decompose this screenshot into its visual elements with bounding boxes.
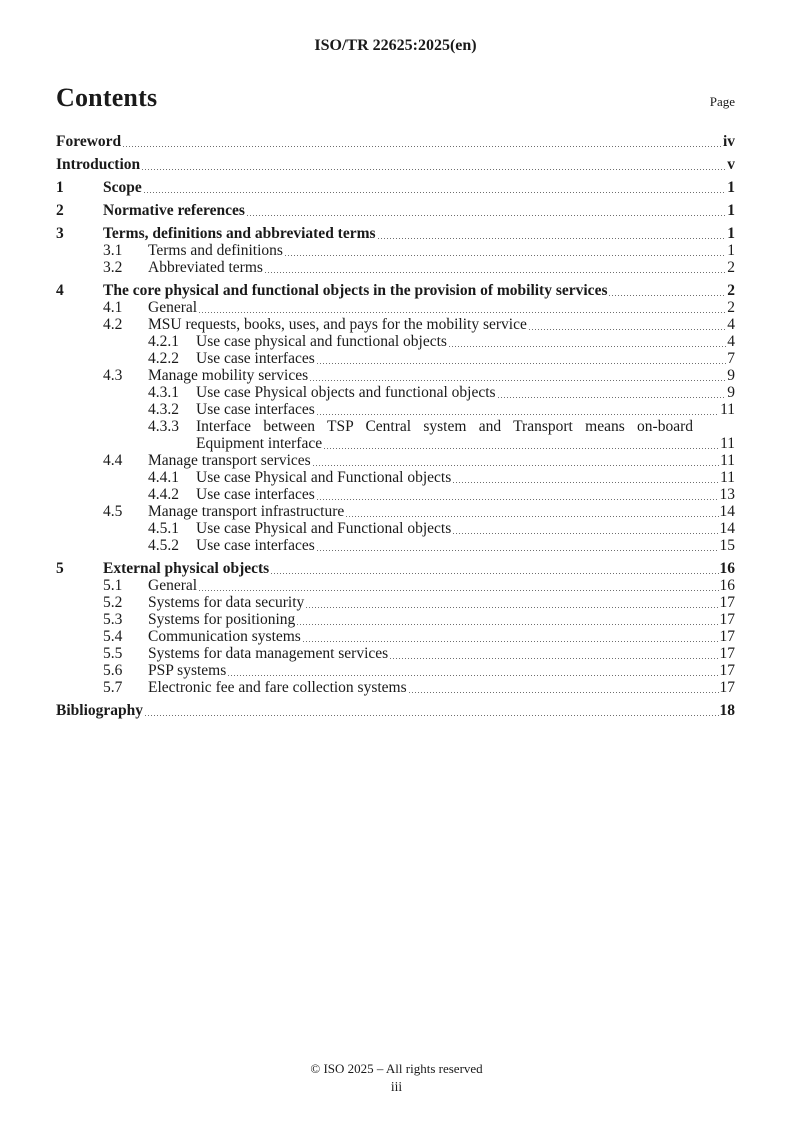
toc-entry-number: 4.1 xyxy=(103,299,123,316)
toc-leader-dots xyxy=(529,329,726,330)
toc-entry-page: 17 xyxy=(719,679,735,696)
toc-entry-number: 4 xyxy=(56,282,64,299)
toc-leader-dots xyxy=(228,675,718,676)
toc-entry-number: 1 xyxy=(56,179,64,196)
toc-entry[interactable] xyxy=(56,179,735,196)
toc-leader-dots xyxy=(390,658,718,659)
toc-entry-number: 3.1 xyxy=(103,242,123,259)
toc-entry-title: Systems for data security xyxy=(148,594,305,611)
toc-entry[interactable] xyxy=(56,350,735,367)
toc-entry-title: Foreword xyxy=(56,133,122,150)
toc-entry[interactable] xyxy=(56,679,735,696)
toc-entry-title: Terms and definitions xyxy=(148,242,283,259)
toc-entry-title: Systems for positioning xyxy=(148,611,296,628)
toc-entry[interactable] xyxy=(56,594,735,611)
toc-leader-dots xyxy=(123,146,722,147)
document-reference: ISO/TR 22625:2025(en) xyxy=(314,37,477,54)
page-number-roman: iii xyxy=(390,1079,403,1094)
toc-entry-number: 5.7 xyxy=(103,679,123,696)
toc-entry-number: 3.2 xyxy=(103,259,123,276)
toc-leader-dots xyxy=(265,272,726,273)
page-column-label: Page xyxy=(709,94,735,109)
toc-entry-title: Manage transport infrastructure xyxy=(148,503,345,520)
toc-entry-title: General xyxy=(148,299,198,316)
toc-entry[interactable] xyxy=(56,401,735,418)
toc-entry[interactable] xyxy=(56,452,735,469)
toc-entry[interactable] xyxy=(56,435,735,452)
toc-entry-title: PSP systems xyxy=(148,662,227,679)
toc-entry-page: 11 xyxy=(720,452,735,469)
toc-leader-dots xyxy=(324,448,719,449)
toc-entry-page: 13 xyxy=(719,486,735,503)
toc-entry[interactable] xyxy=(56,560,735,577)
toc-entry-page: 9 xyxy=(727,367,735,384)
toc-entry-title: Electronic fee and fare collection systems xyxy=(148,679,407,696)
toc-leader-dots xyxy=(313,465,719,466)
toc-entry-page: 1 xyxy=(727,202,735,219)
toc-entry-page: iv xyxy=(722,133,735,150)
toc-leader-dots xyxy=(144,192,727,193)
toc-leader-dots xyxy=(317,550,719,551)
toc-entry-title: MSU requests, books, uses, and pays for the mobility service xyxy=(148,316,527,333)
toc-entry-page: 15 xyxy=(719,537,735,554)
toc-entry-page: v xyxy=(727,156,735,173)
toc-entry[interactable] xyxy=(56,156,735,173)
toc-entry[interactable] xyxy=(56,418,735,435)
toc-entry[interactable] xyxy=(56,282,735,299)
toc-entry-number: 4.2.2 xyxy=(148,350,179,367)
toc-entry-number: 4.4.2 xyxy=(148,486,179,503)
toc-entry-page: 16 xyxy=(719,560,735,577)
toc-leader-dots xyxy=(609,295,726,296)
toc-entry-title: Use case Physical and Functional objects xyxy=(196,469,452,486)
toc-entry-page: 1 xyxy=(727,179,735,196)
toc-entry-number: 4.2 xyxy=(103,316,123,333)
toc-leader-dots xyxy=(453,482,719,483)
toc-leader-dots xyxy=(271,573,718,574)
toc-entry[interactable] xyxy=(56,702,735,719)
toc-leader-dots xyxy=(142,169,726,170)
toc-entry-page: 4 xyxy=(727,316,735,333)
toc-entry-number: 2 xyxy=(56,202,64,219)
toc-entry-page: 1 xyxy=(727,242,735,259)
toc-leader-dots xyxy=(317,363,726,364)
toc-entry-title: Use case Physical and Functional objects xyxy=(196,520,452,537)
toc-entry-page: 16 xyxy=(719,577,735,594)
toc-entry[interactable] xyxy=(56,537,735,554)
toc-entry-number: 5.4 xyxy=(103,628,123,645)
page-footer xyxy=(0,1061,793,1095)
toc-entry-title: Terms, definitions and abbreviated terms xyxy=(103,225,376,242)
toc-entry-page: 17 xyxy=(719,611,735,628)
toc-entry-title: Equipment interface xyxy=(196,435,323,452)
toc-entry-number: 4.4 xyxy=(103,452,123,469)
toc-entry-number: 4.3.3 xyxy=(148,418,179,435)
toc-entry[interactable] xyxy=(56,520,735,537)
toc-entry-number: 4.3.1 xyxy=(148,384,179,401)
toc-entry-page: 17 xyxy=(719,594,735,611)
toc-entry-title: External physical objects xyxy=(103,560,270,577)
toc-entry-title: Interface between TSP Central system and Transport means on-board xyxy=(196,418,693,435)
toc-entry-title: Use case interfaces xyxy=(196,537,315,554)
toc-leader-dots xyxy=(409,692,719,693)
toc-entry-number: 5.5 xyxy=(103,645,123,662)
toc-leader-dots xyxy=(303,641,719,642)
toc-leader-dots xyxy=(199,590,718,591)
toc-entry[interactable] xyxy=(56,469,735,486)
toc-entry[interactable] xyxy=(56,577,735,594)
toc-entry-page: 14 xyxy=(719,520,735,537)
toc-entry-number: 5.6 xyxy=(103,662,123,679)
toc-entry-page: 17 xyxy=(719,628,735,645)
toc-entry-page: 17 xyxy=(719,645,735,662)
toc-entry-number: 4.5 xyxy=(103,503,123,520)
toc-entry-title: Use case interfaces xyxy=(196,486,315,503)
toc-entry[interactable] xyxy=(56,503,735,520)
toc-leader-dots xyxy=(317,499,719,500)
toc-entry[interactable] xyxy=(56,242,735,259)
toc-leader-dots xyxy=(378,238,727,239)
toc-entry[interactable] xyxy=(56,384,735,401)
toc-leader-dots xyxy=(306,607,718,608)
toc-entry-title: Use case physical and functional objects xyxy=(196,333,447,350)
toc-entry-title: Manage transport services xyxy=(148,452,311,469)
toc-entry[interactable] xyxy=(56,259,735,276)
toc-entry-title: Normative references xyxy=(103,202,245,219)
toc-leader-dots xyxy=(346,516,718,517)
toc-leader-dots xyxy=(297,624,718,625)
toc-leader-dots xyxy=(310,380,726,381)
toc-entry-title: Scope xyxy=(103,179,142,196)
toc-entry-number: 4.3.2 xyxy=(148,401,179,418)
toc-entry-number: 4.3 xyxy=(103,367,123,384)
toc-entry-number: 4.2.1 xyxy=(148,333,179,350)
toc-entry-page: 2 xyxy=(727,282,735,299)
toc-entry[interactable] xyxy=(56,628,735,645)
toc-entry-page: 18 xyxy=(719,702,735,719)
contents-header xyxy=(56,83,735,113)
toc-list xyxy=(56,133,735,719)
toc-leader-dots xyxy=(317,414,719,415)
toc-entry[interactable] xyxy=(56,316,735,333)
toc-entry-page: 11 xyxy=(720,435,735,452)
toc-leader-dots xyxy=(285,255,726,256)
toc-entry-title: Introduction xyxy=(56,156,141,173)
toc-entry[interactable] xyxy=(56,202,735,219)
toc-leader-dots xyxy=(498,397,727,398)
toc-entry-page: 4 xyxy=(727,333,735,350)
toc-entry-title: Use case interfaces xyxy=(196,350,315,367)
toc-entry-number: 5.3 xyxy=(103,611,123,628)
toc-entry[interactable] xyxy=(56,367,735,384)
toc-entry-number: 4.5.2 xyxy=(148,537,179,554)
toc-entry-page: 7 xyxy=(727,350,735,367)
toc-leader-dots xyxy=(247,215,726,216)
toc-entry[interactable] xyxy=(56,299,735,316)
toc-entry-title: Bibliography xyxy=(56,702,143,719)
toc-entry-page: 14 xyxy=(719,503,735,520)
toc-entry[interactable] xyxy=(56,225,735,242)
copyright-notice: © ISO 2025 – All rights reserved xyxy=(310,1061,483,1076)
toc-entry-title: Systems for data management services xyxy=(148,645,389,662)
toc-entry-title: Use case Physical objects and functional objects xyxy=(196,384,496,401)
toc-leader-dots xyxy=(199,312,726,313)
toc-entry-title: Manage mobility services xyxy=(148,367,309,384)
toc-entry[interactable] xyxy=(56,486,735,503)
toc-entry[interactable] xyxy=(56,133,735,150)
toc-entry-page: 2 xyxy=(727,299,735,316)
toc-entry[interactable] xyxy=(56,645,735,662)
toc-entry-title: General xyxy=(148,577,198,594)
toc-entry-number: 4.4.1 xyxy=(148,469,179,486)
toc-entry-page: 17 xyxy=(719,662,735,679)
toc-entry-title: The core physical and functional objects in the provision of mobility services xyxy=(103,282,608,299)
toc-entry[interactable] xyxy=(56,333,735,350)
toc-leader-dots xyxy=(145,715,719,716)
toc-entry-title: Communication systems xyxy=(148,628,301,645)
toc-leader-dots xyxy=(453,533,718,534)
toc-entry-number: 5.2 xyxy=(103,594,123,611)
toc-entry-page: 9 xyxy=(727,384,735,401)
toc-entry-number: 4.5.1 xyxy=(148,520,179,537)
toc-entry[interactable] xyxy=(56,662,735,679)
toc-entry-page: 11 xyxy=(720,401,735,418)
toc-entry-number: 5.1 xyxy=(103,577,123,594)
toc-entry-page: 2 xyxy=(727,259,735,276)
toc-entry-page: 11 xyxy=(720,469,735,486)
toc-entry-title: Abbreviated terms xyxy=(148,259,263,276)
toc-entry-page: 1 xyxy=(727,225,735,242)
contents-title: Contents xyxy=(56,83,158,112)
toc-leader-dots xyxy=(449,346,726,347)
toc-entry-title: Use case interfaces xyxy=(196,401,315,418)
toc-entry-number: 3 xyxy=(56,225,64,242)
toc-entry[interactable] xyxy=(56,611,735,628)
toc-entry-number: 5 xyxy=(56,560,64,577)
